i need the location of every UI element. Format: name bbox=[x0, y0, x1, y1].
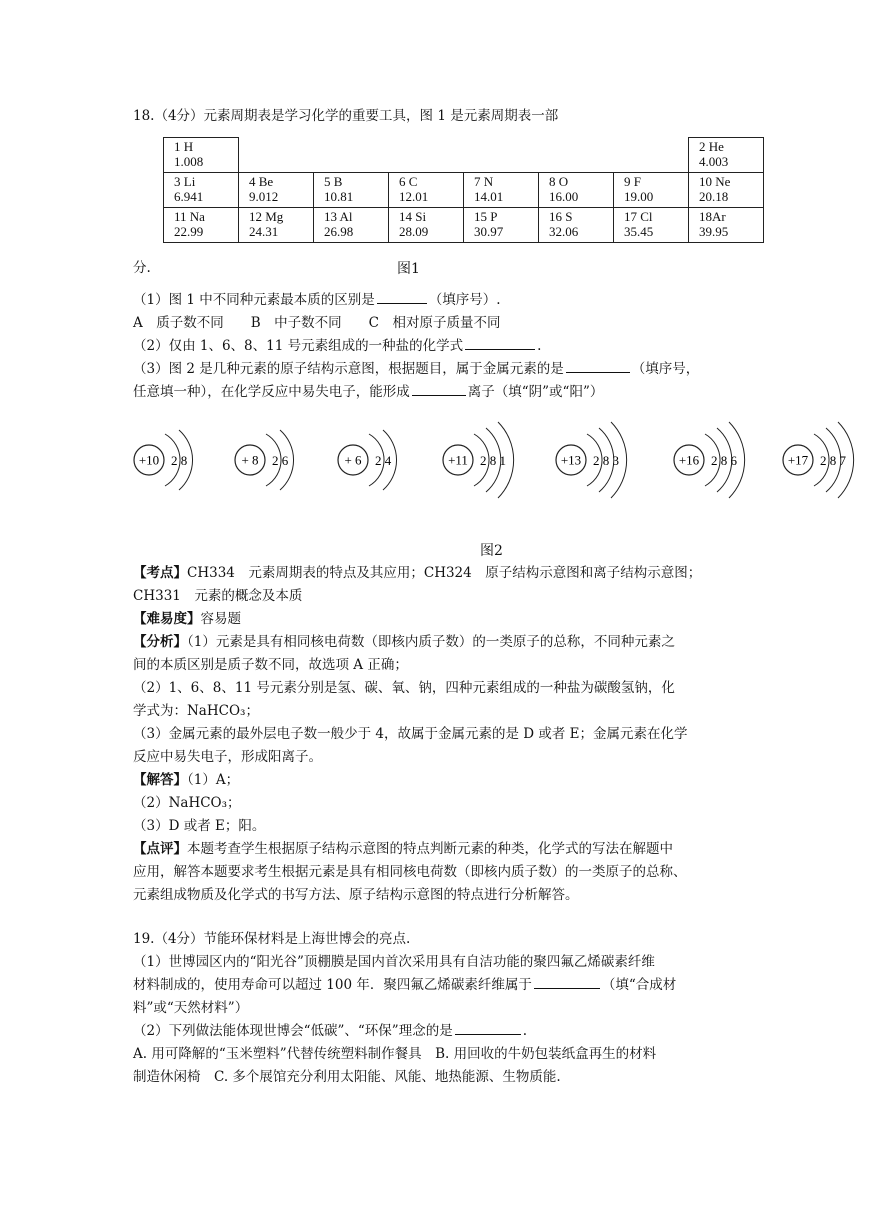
atom-diagram-e bbox=[556, 422, 627, 530]
element-cell: 14 Si 28.09 bbox=[389, 208, 464, 243]
comment-line-3: 元素组成物质及化学式的书写方法、原子结构示意图的特点进行分析解答。 bbox=[133, 887, 579, 903]
element-cell: 15 P 30.97 bbox=[464, 208, 539, 243]
comment-line-1: 【点评】本题考查学生根据原子结构示意图的特点判断元素的种类，化学式的写法在解题中 bbox=[133, 841, 673, 857]
q19-part1-line-2: 材料制成的，使用寿命可以超过 100 年．聚四氟乙烯碳素纤维属于 （填“合成材 bbox=[133, 977, 677, 993]
svg-text:+16: +16 bbox=[678, 452, 700, 468]
q19-title: 19.（4分）节能环保材料是上海世博会的亮点. bbox=[133, 931, 411, 947]
svg-text:2 8 6: 2 8 6 bbox=[711, 453, 737, 468]
element-cell: 16 S 32.06 bbox=[539, 208, 614, 243]
svg-text:+13: +13 bbox=[560, 452, 582, 468]
figure-2-caption: 图2 bbox=[480, 543, 503, 559]
svg-text:+ 6: + 6 bbox=[344, 452, 362, 468]
q18-part2: （2）仅由 1、6、8、11 号元素组成的一种盐的化学式 . bbox=[133, 338, 542, 354]
q19-part2: （2）下列做法能体现世博会“低碳”、“环保”理念的是 . bbox=[133, 1023, 527, 1039]
svg-text:2 6: 2 6 bbox=[272, 453, 289, 468]
figure-1-caption: 图1 bbox=[397, 261, 420, 277]
element-cell: 3 Li 6.941 bbox=[164, 173, 239, 208]
answer-line-3: （3）D 或者 E；阳。 bbox=[133, 818, 266, 834]
atom-diagram-g bbox=[783, 422, 854, 530]
answer-blank[interactable] bbox=[455, 1022, 521, 1035]
periodic-table-figure bbox=[163, 137, 764, 243]
difficulty-line: 【难易度】容易题 bbox=[133, 611, 241, 627]
svg-text:+ 8: + 8 bbox=[241, 452, 259, 468]
q18-title: 18.（4分）元素周期表是学习化学的重要工具，图 1 是元素周期表一部 bbox=[133, 108, 559, 124]
q19-options-line-2: 制造休闲椅 C. 多个展馆充分利用太阳能、风能、地热能源、生物质能. bbox=[133, 1069, 561, 1085]
answer-blank[interactable] bbox=[377, 291, 427, 304]
q19-options-line-1: A. 用可降解的“玉米塑料”代替传统塑料制作餐具 B. 用回收的牛奶包装纸盒再生的材料 bbox=[133, 1046, 657, 1062]
atom-diagram-d bbox=[443, 422, 514, 530]
element-cell: 6 C 12.01 bbox=[389, 173, 464, 208]
element-cell: 2 He 4.003 bbox=[689, 138, 764, 173]
answer-blank[interactable] bbox=[465, 337, 535, 350]
element-cell: 13 Al 26.98 bbox=[314, 208, 389, 243]
comment-line-2: 应用，解答本题要求考生根据元素是具有相同核电荷数（即核内质子数）的一类原子的总称、 bbox=[133, 864, 687, 880]
analysis-line-2: 间的本质区别是质子数不同，故选项 A 正确； bbox=[133, 657, 408, 673]
q19-part1-line-3: 料”或“天然材料”） bbox=[133, 1000, 249, 1016]
answer-blank[interactable] bbox=[534, 976, 600, 989]
element-cell: 11 Na 22.99 bbox=[164, 208, 239, 243]
analysis-line-1: 【分析】（1）元素是具有相同核电荷数（即核内质子数）的一类原子的总称，不同种元素之 bbox=[133, 634, 675, 650]
q18-part3-cont: 任意填一种），在化学反应中易失电子，能形成 离子（填“阴”或“阳”） bbox=[133, 384, 604, 400]
answer-blank[interactable] bbox=[566, 360, 630, 373]
svg-text:2 4: 2 4 bbox=[375, 453, 392, 468]
kaodian-line-1: 【考点】CH334 元素周期表的特点及其应用；CH324 原子结构示意图和离子结构示意图； bbox=[133, 565, 702, 581]
svg-text:+11: +11 bbox=[448, 452, 468, 468]
element-cell: 4 Be 9.012 bbox=[239, 173, 314, 208]
answer-blank[interactable] bbox=[412, 383, 466, 396]
svg-text:+17: +17 bbox=[787, 452, 809, 468]
analysis-line-4: 学式为：NaHCO₃； bbox=[133, 703, 259, 719]
atom-diagram-f bbox=[674, 422, 745, 530]
analysis-line-3: （2）1、6、8、11 号元素分别是氢、碳、氧、钠，四种元素组成的一种盐为碳酸氢钠，化 bbox=[133, 680, 675, 696]
element-cell: 5 B 10.81 bbox=[314, 173, 389, 208]
atom-diagram-c bbox=[338, 430, 397, 530]
svg-text:2 8 7: 2 8 7 bbox=[820, 453, 846, 468]
q19-part1-line-1: （1）世博园区内的“阳光谷”顶棚膜是国内首次采用具有自洁功能的聚四氟乙烯碳素纤维 bbox=[133, 954, 655, 970]
answer-line-2: （2）NaHCO₃； bbox=[133, 795, 241, 811]
q18-options: A 质子数不同 B 中子数不同 C 相对原子质量不同 bbox=[133, 315, 501, 331]
answer-line-1: 【解答】（1）A； bbox=[133, 772, 240, 788]
q18-part3: （3）图 2 是几种元素的原子结构示意图，根据题目，属于金属元素的是 （填序号， bbox=[133, 361, 700, 377]
element-cell: 12 Mg 24.31 bbox=[239, 208, 314, 243]
svg-text:2 8: 2 8 bbox=[171, 453, 188, 468]
element-cell: 8 O 16.00 bbox=[539, 173, 614, 208]
element-cell: 9 F 19.00 bbox=[614, 173, 689, 208]
atom-diagram-a bbox=[134, 430, 197, 530]
element-cell: 1 H 1.008 bbox=[164, 138, 239, 173]
q18-tail: 分. bbox=[133, 260, 151, 276]
analysis-line-5: （3）金属元素的最外层电子数一般少于 4，故属于金属元素的是 D 或者 E；金属元素在化学 bbox=[133, 726, 688, 742]
element-cell: 7 N 14.01 bbox=[464, 173, 539, 208]
svg-text:2 8 3: 2 8 3 bbox=[593, 453, 619, 468]
analysis-line-6: 反应中易失电子，形成阳离子。 bbox=[133, 749, 322, 765]
element-cell: 18Ar 39.95 bbox=[689, 208, 764, 243]
atomic-structure-diagrams bbox=[125, 405, 865, 530]
q18-part1: （1）图 1 中不同种元素最本质的区别是 （填序号）. bbox=[133, 292, 501, 308]
svg-text:+10: +10 bbox=[138, 452, 160, 468]
element-cell: 17 Cl 35.45 bbox=[614, 208, 689, 243]
element-cell: 10 Ne 20.18 bbox=[689, 173, 764, 208]
svg-text:2 8 1: 2 8 1 bbox=[480, 453, 506, 468]
atom-diagram-b bbox=[235, 430, 294, 530]
kaodian-line-2: CH331 元素的概念及本质 bbox=[133, 588, 303, 604]
